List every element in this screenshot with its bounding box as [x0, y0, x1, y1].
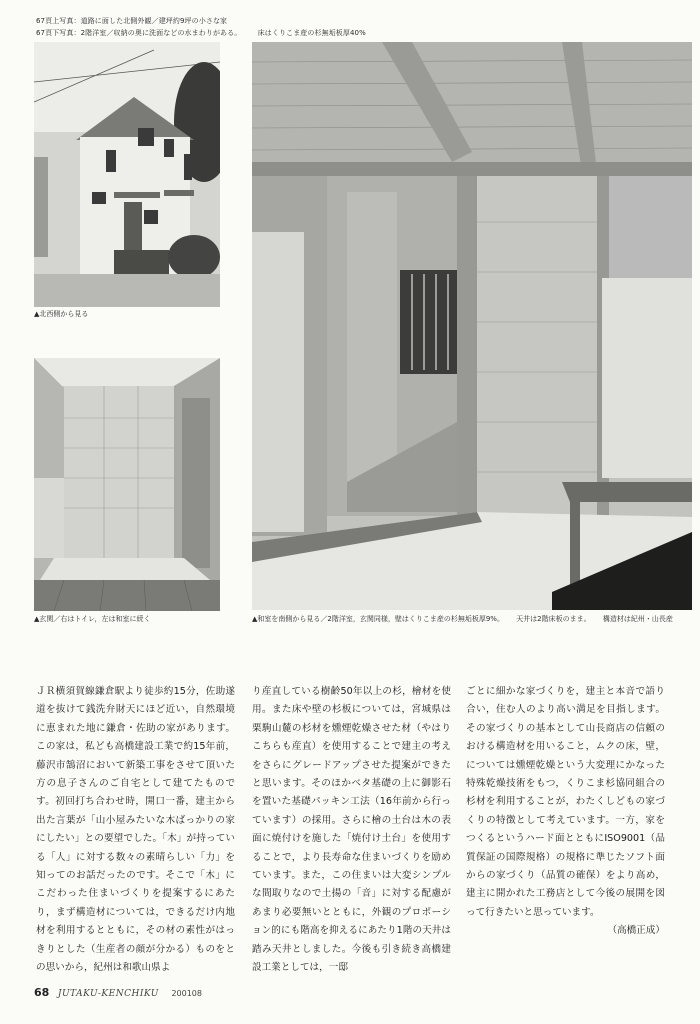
entrance-caption: ▲玄関／右はトイレ，左は和室に続く — [34, 615, 151, 623]
entrance-photo — [34, 358, 220, 611]
article-col1-text: ＪＲ横須賀線鎌倉駅より徒歩約15分，佐助遂道を抜けて銭洗弁財天にほど近い，自然環境に恵まれた地に鎌倉・佐助の家があります。この家は，私ども高橋建設工業で約15年前，藤沢市鵠沼において新築工事をさせて頂いた方の息子さんのご自宅として建てたものです。初回打ち合わせ時，開口一番，建主から出た言葉が「山小屋みたいな木ばっかりの家にしたい」との要望でした。「木」が持っている「人」に対する数々の素晴らしい「力」を知ってのお話だったのです。そこで「木」にこだわった住まいづくりを提案するにあたり，まず構造材については，できるだけ内地材を利用するとともに，その材の素性がはっきりとした（生産者の顔が分かる）ものをとの思いから，紀州は和歌山県よ — [36, 686, 235, 974]
article-column-1 — [36, 683, 235, 978]
exterior-photo — [34, 42, 220, 307]
interior-caption-b: 天井は2階床板のまま。 — [516, 615, 591, 623]
article-col2-text: り産直している樹齢50年以上の杉，檜材を使用。また床や壁の杉板については，宮城県は栗駒山麓の杉材を燻煙乾燥させた材（やはりこちらも産直）を使用することで建主の考えをさらにグレードアップさせた提案ができたと思います。そのほかベタ基礎の上に御影石を置いた基礎パッキン工法（16年前から行っています）の採用。さらに檜の土台は木の表面に焼付けを施した「焼付け土台」を使用することで，より長寿命な住まいづくりを励めています。また，この住まいは大変シンプルな間取りなので土揚の「音」に対する配慮があまり必要無いとともに，外観のプロポーション的にも階高を抑えるにあたり1階の天井は踏み天井としました。今後も引き続き高橋建設工業としては，一邸 — [252, 686, 451, 974]
article-column-3 — [466, 683, 665, 941]
interior-photo — [252, 42, 692, 610]
exterior-caption: ▲北西側から見る — [34, 310, 89, 318]
header-caption-2a: 67頁下写真：2階洋室／収納の奥に洗面などの水まわりがある。 — [36, 29, 242, 37]
article-author: （高橋正成） — [607, 925, 665, 937]
article-col3-text: ごとに細かな家づくりを，建主と本音で語り合い，住む人のより高い満足を目指します。その家づくりの基本として山長商店の信頼のおける構造材を用いること，ムクの床，壁，については燻煙乾燥という大変理にかなった特殊乾燥技術をもつ，くりこま杉協同組合の杉材を利用することが，わたくしどもの家づくりの特徴として考えています。一方，家をつくるというハード面とともにISO9001（品質保証の国際規格）の規格に準じたソフト面からの家づくり（品質の確保）をより高め，建主に開かれた工務店として今後の展開を図って行きたいと思っています。 — [466, 686, 665, 918]
page-number: 68 — [34, 986, 50, 999]
header-caption-2 — [36, 29, 366, 38]
interior-caption-c: 構造材は紀州・山長産 — [602, 615, 673, 623]
header-caption-1: 67頁上写真：道路に面した北側外観／建坪約9坪の小さな家 — [36, 17, 228, 25]
header-caption-2b: 床はくりこま産の杉無垢板厚40% — [257, 29, 366, 37]
issue-number: 200108 — [171, 989, 202, 998]
interior-caption — [252, 615, 673, 624]
magazine-name: JUTAKU-KENCHIKU — [57, 989, 159, 999]
interior-caption-a: ▲和室を南側から見る／2階洋室，玄関同様，壁はくりこま産の杉無垢板厚9%。 — [252, 615, 504, 623]
page-footer — [34, 986, 202, 999]
article-column-2 — [252, 683, 451, 978]
